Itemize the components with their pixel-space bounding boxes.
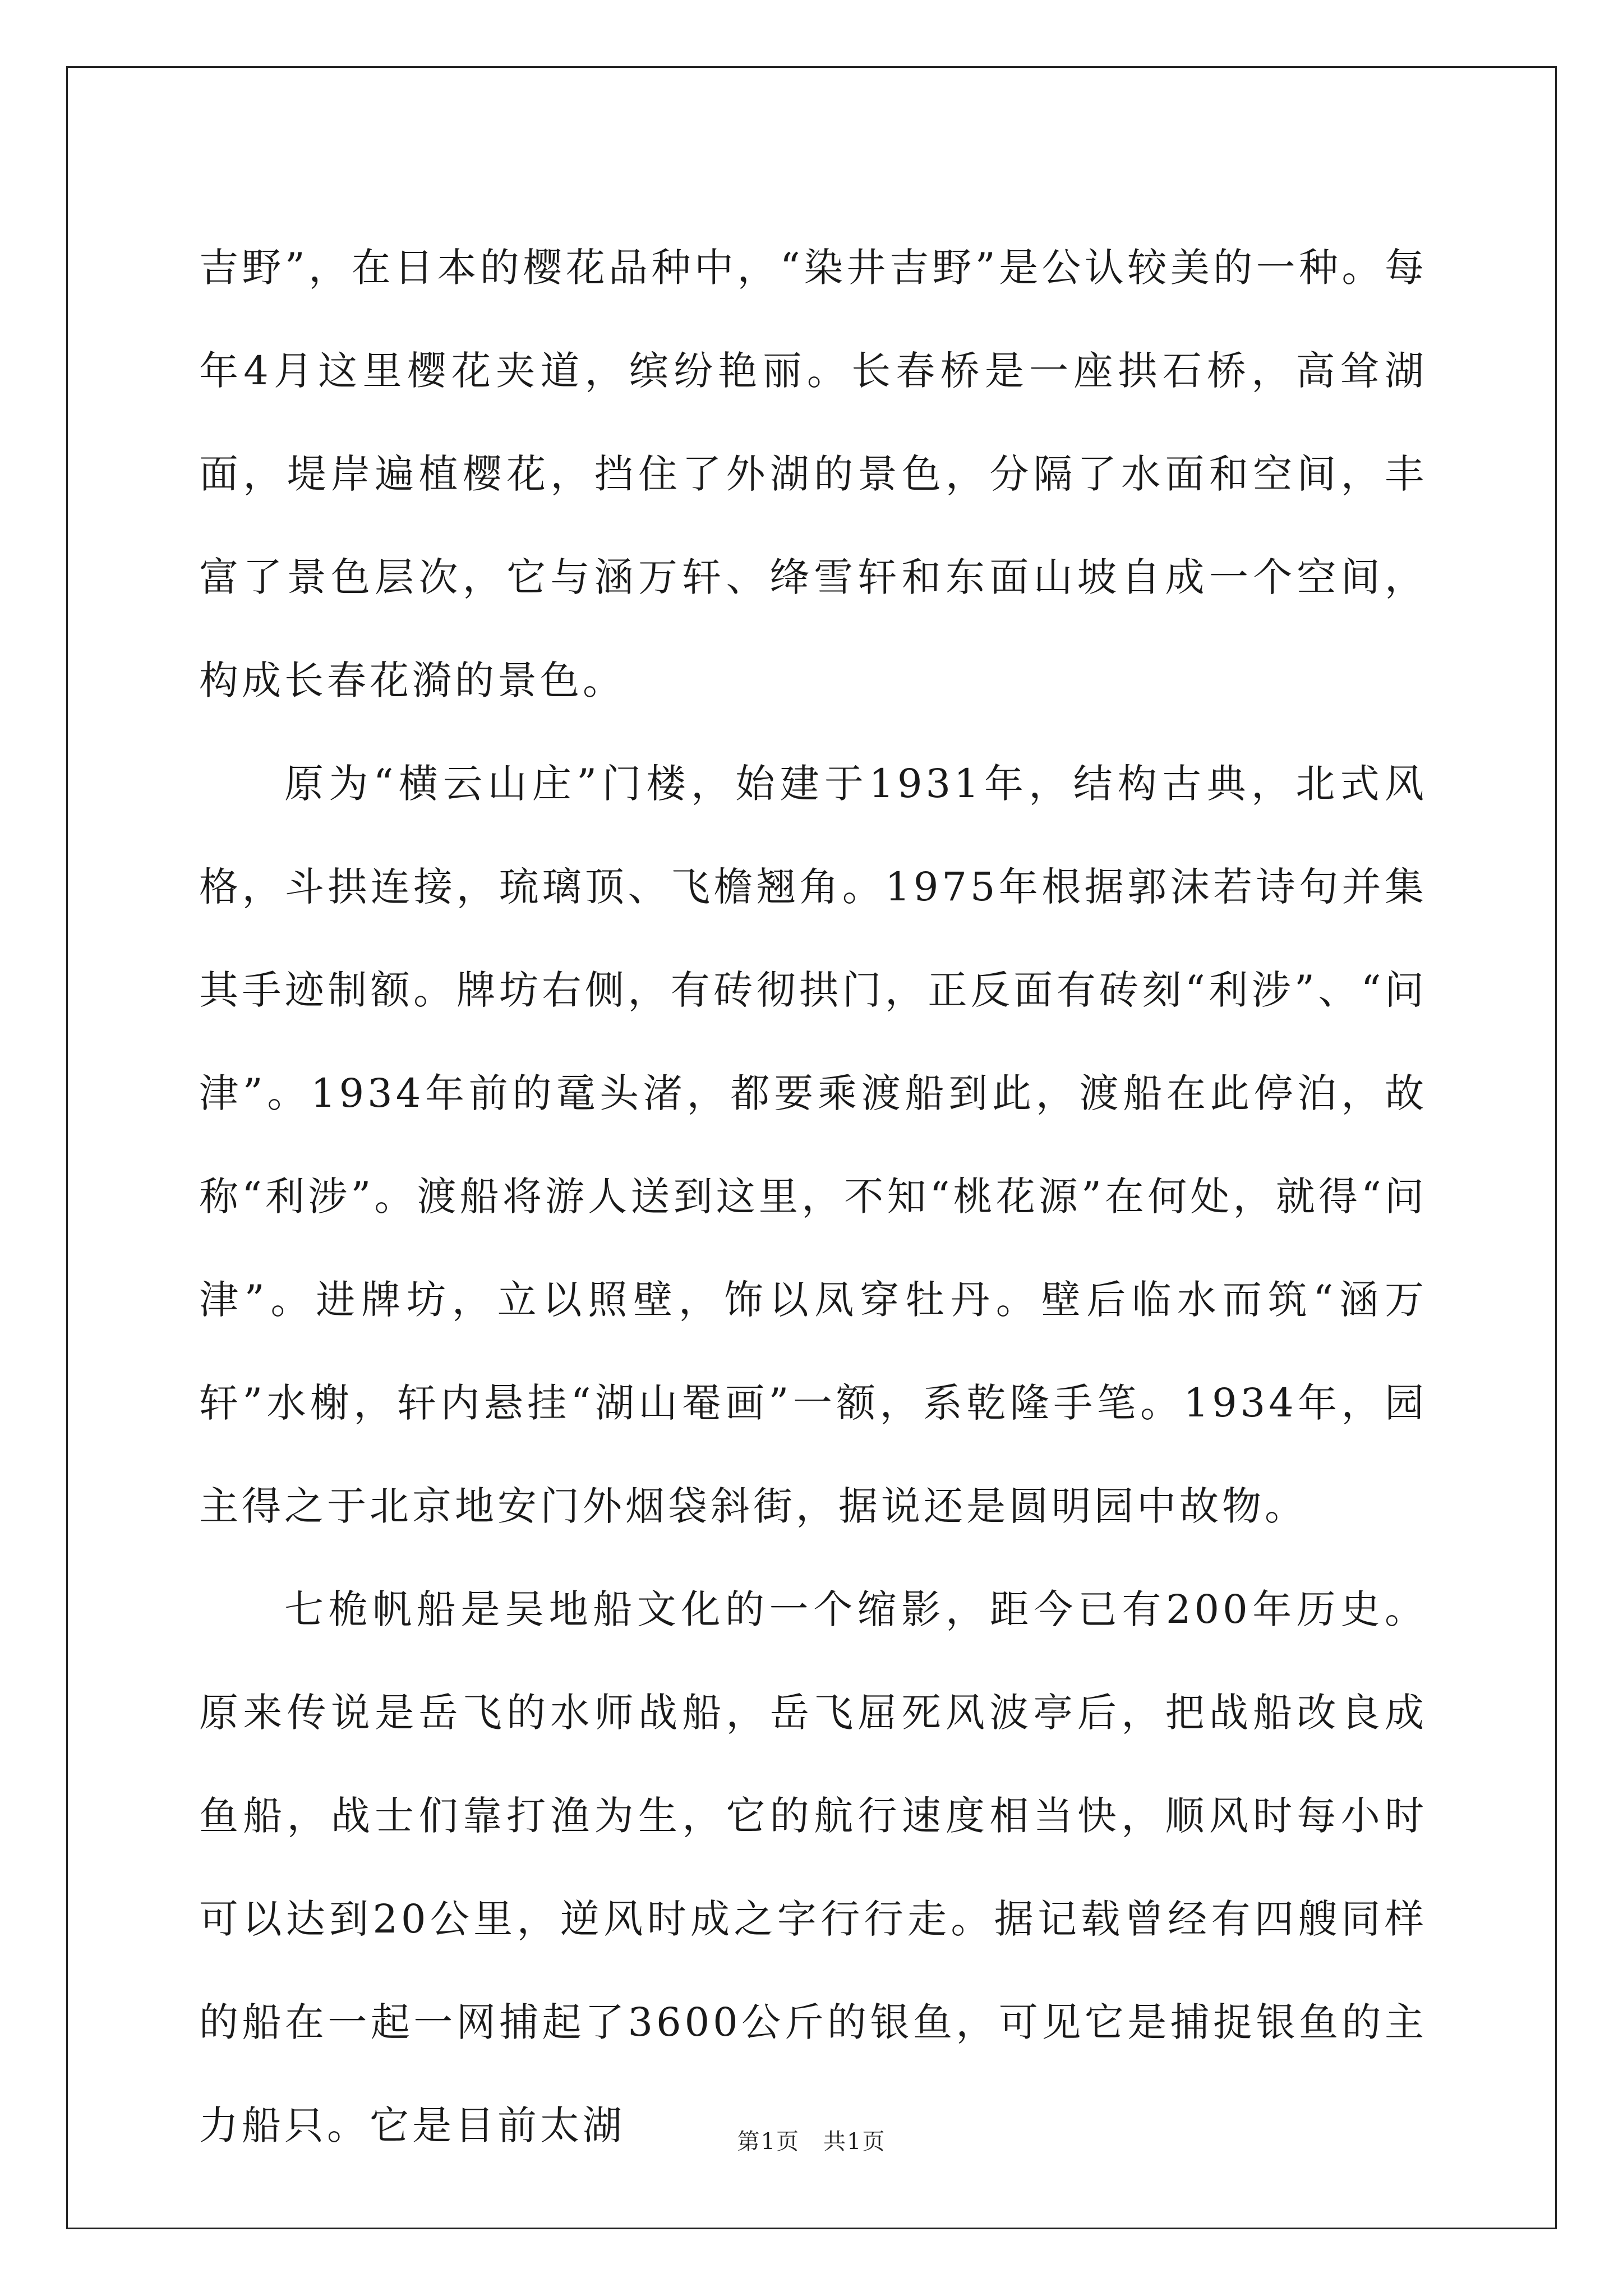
paragraph-3: 七桅帆船是吴地船文化的一个缩影，距今已有200年历史。原来传说是岳飞的水师战船，岳飞屈死风波亭后，把战船改良成鱼船，战士们靠打渔为生，它的航行速度相当快，顺风时每小时可以达到20公里，逆风时成之字行行走。据记载曾经有四艘同样的船在一起一网捕起了3600公斤的银鱼，可见它是捕捉银鱼的主力船只。它是目前太湖: [199, 1586, 1427, 2148]
document-body: [199, 216, 1427, 2177]
paragraph-1: 吉野”，在日本的樱花品种中，“染井吉野”是公认较美的一种。每年4月这里樱花夹道，缤纷艳丽。长春桥是一座拱石桥，高耸湖面，堤岸遍植樱花，挡住了外湖的景色，分隔了水面和空间，丰富了景色层次，它与涵万轩、绛雪轩和东面山坡自成一个空间，构成长春花漪的景色。: [199, 245, 1427, 703]
paragraph-2: 原为“横云山庄”门楼，始建于1931年，结构古典，北式风格，斗拱连接，琉璃顶、飞檐翘角。1975年根据郭沫若诗句并集其手迹制额。牌坊右侧，有砖彻拱门，正反面有砖刻“利涉”、“问津”。1934年前的鼋头渚，都要乘渡船到此，渡船在此停泊，故称“利涉”。渡船将游人送到这里，不知“桃花源”在何处，就得“问津”。进牌坊，立以照壁，饰以凤穿牡丹。壁后临水而筑“涵万轩”水榭，轩内悬挂“湖山罨画”一额，系乾隆手笔。1934年，园主得之于北京地安门外烟袋斜街，据说还是圆明园中故物。: [199, 761, 1427, 1529]
page-footer: 第1页 共1页: [737, 2129, 886, 2155]
